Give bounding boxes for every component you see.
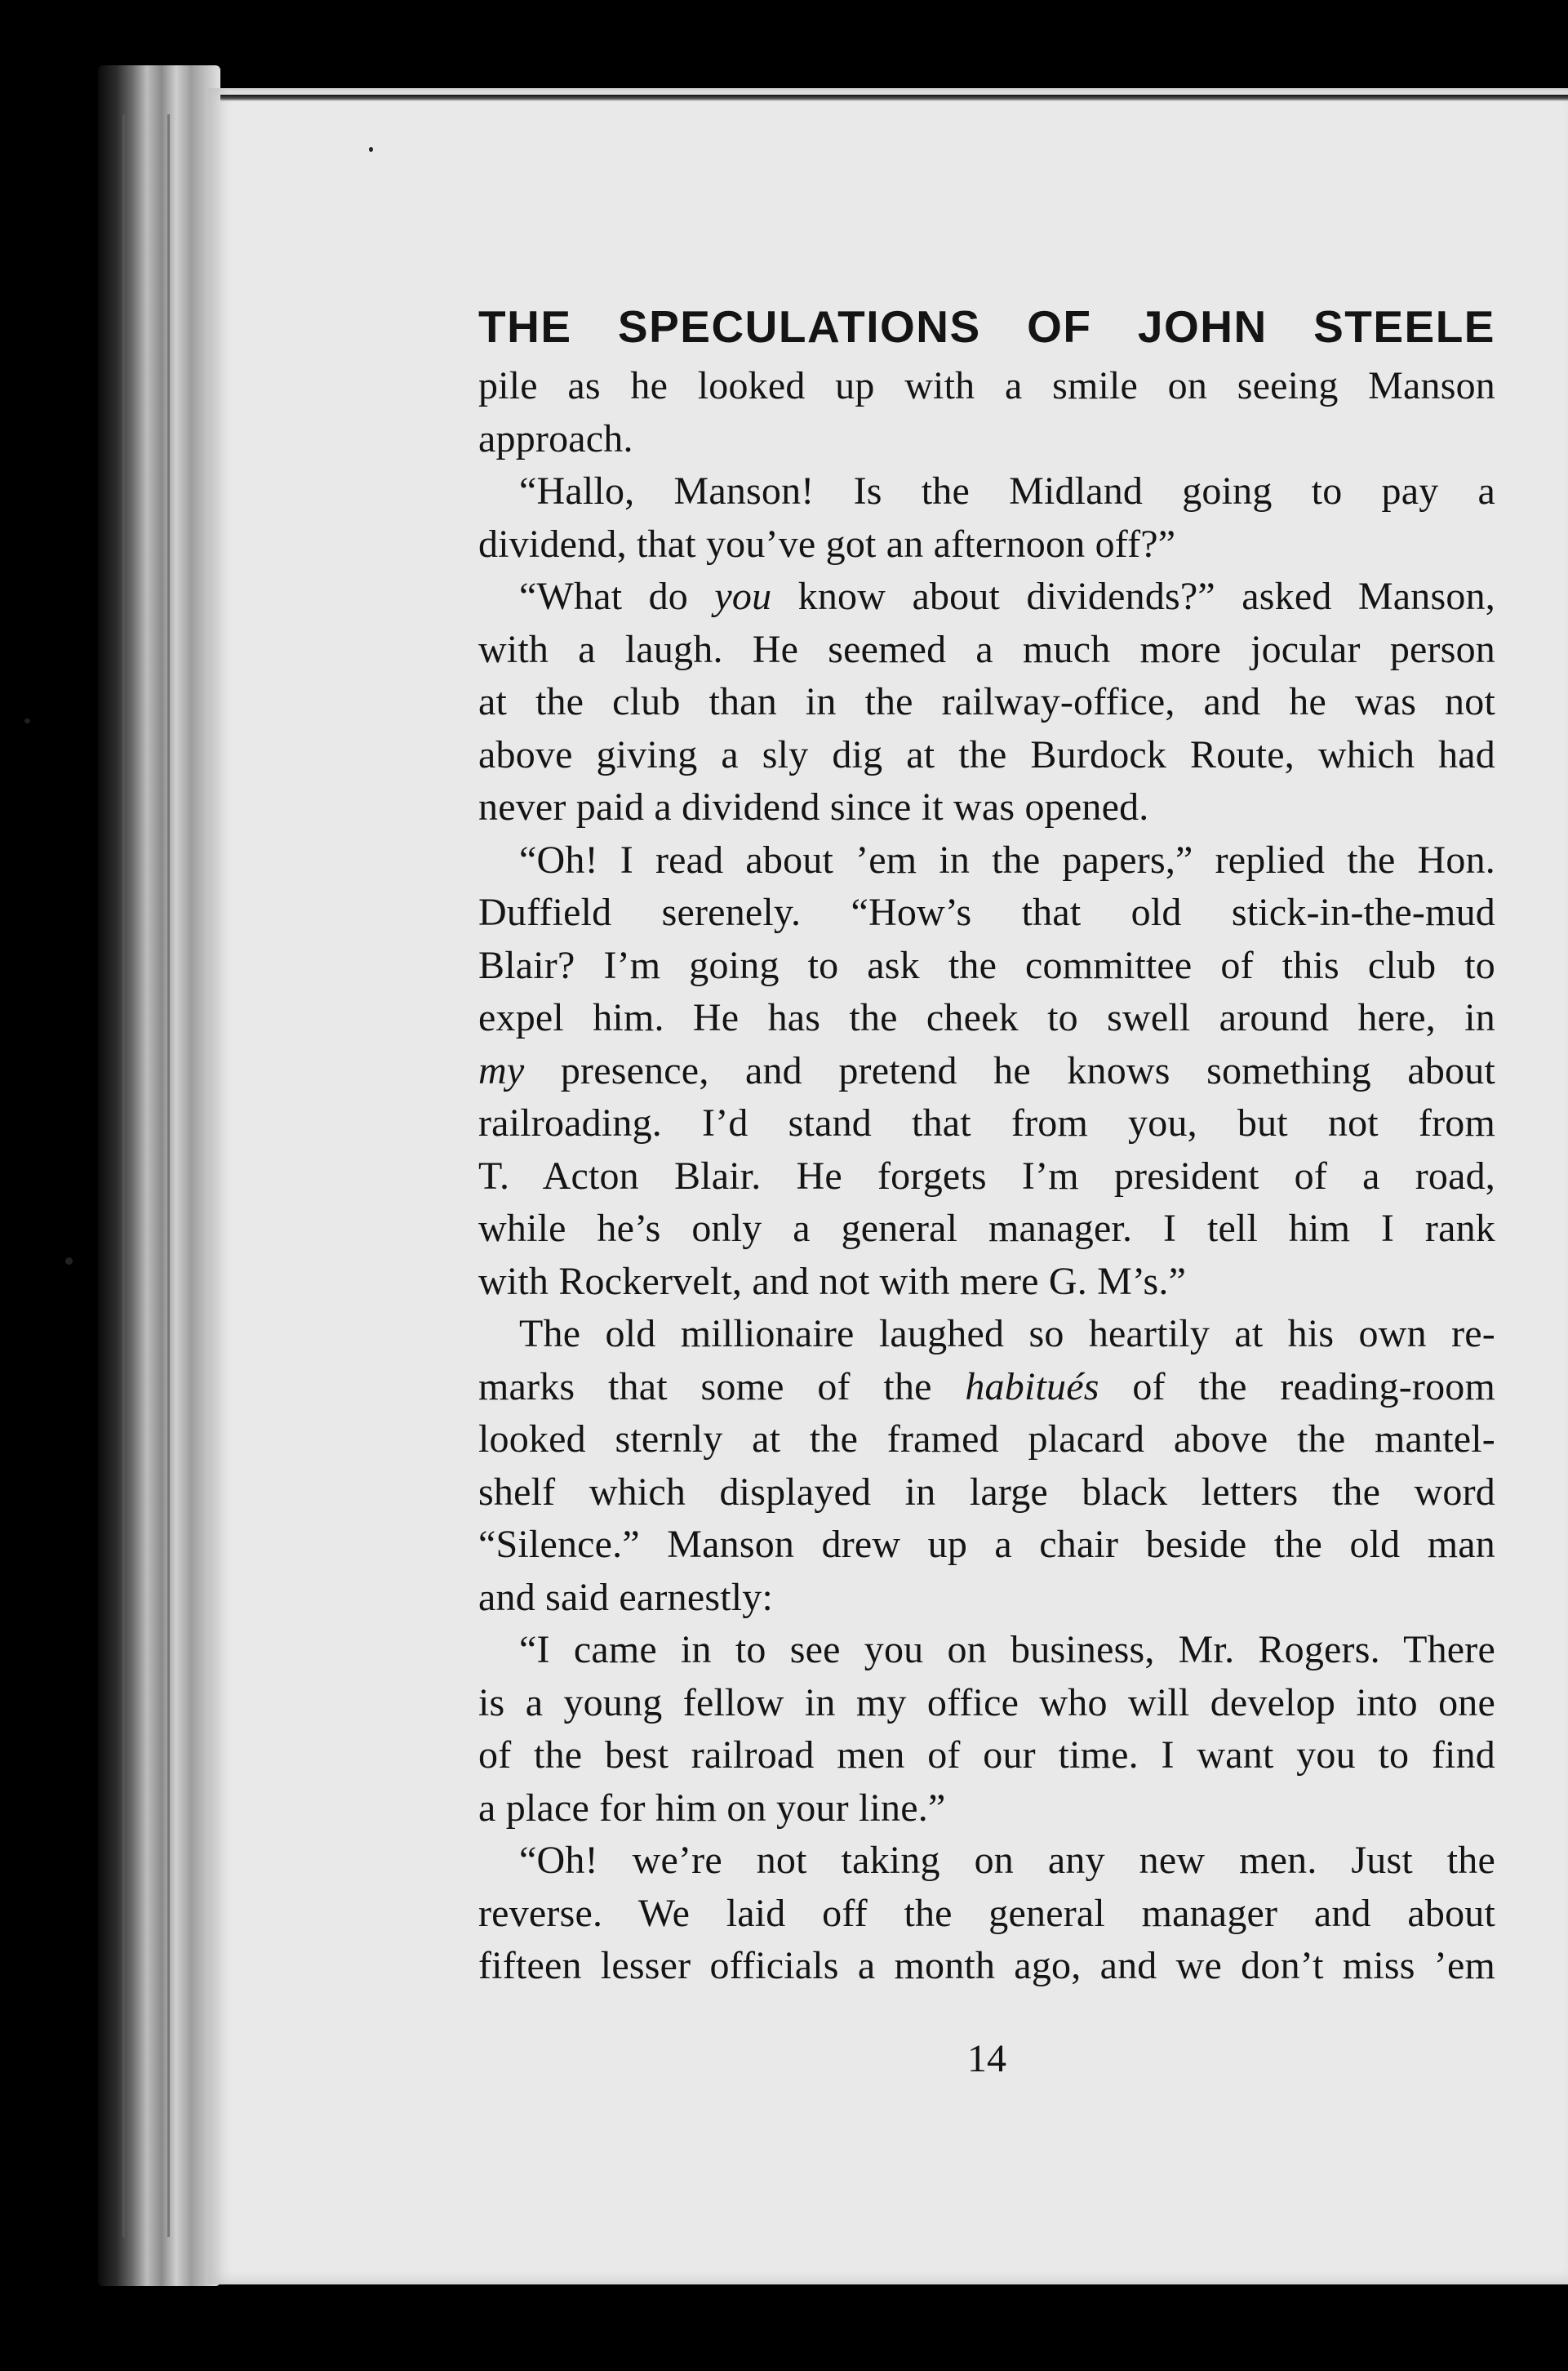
text-line: looked sternly at the framed placard above the mantel-: [478, 1417, 1495, 1461]
text-line: approach.: [478, 416, 633, 460]
scan-speck: [24, 718, 30, 723]
text-line: [478, 571, 1495, 624]
text-line: above giving a sly dig at the Burdock Route, which had: [478, 732, 1495, 776]
text-run: know about dividends?” asked Manson,: [771, 575, 1495, 618]
page-top-edge: [220, 95, 1568, 101]
text-line: The old millionaire laughed so heartily at his own re-: [519, 1312, 1495, 1355]
text-line: of the best railroad men of our time. I want you to find: [478, 1733, 1495, 1777]
italic-word: habitués: [965, 1364, 1099, 1408]
text-line: “Hallo, Manson! Is the Midland going to pay a: [519, 469, 1495, 513]
text-line: railroading. I’d stand that from you, but not from: [478, 1101, 1495, 1145]
text-line: “Oh! we’re not taking on any new men. Just the: [519, 1839, 1495, 1882]
text-line: dividend, that you’ve got an afternoon off?”: [478, 522, 1176, 566]
text-line: a place for him on your line.”: [478, 1786, 946, 1830]
scan-speck: [65, 1257, 73, 1265]
text-line: T. Acton Blair. He forgets I’m president of a road,: [478, 1154, 1495, 1198]
text-line: never paid a dividend since it was opened.: [478, 785, 1149, 829]
text-line: while he’s only a general manager. I tell him I rank: [478, 1207, 1495, 1250]
text-line: “Silence.” Manson drew up a chair beside the old man: [478, 1523, 1495, 1566]
text-line: “Oh! I read about ’em in the papers,” replied the Hon.: [519, 838, 1495, 882]
text-run: marks that some of the: [478, 1364, 966, 1408]
binding-edge-line: [122, 114, 125, 2237]
book-binding: [98, 65, 220, 2286]
text-line: is a young fellow in my office who will develop into one: [478, 1680, 1495, 1724]
text-line: shelf which displayed in large black letters the word: [478, 1470, 1495, 1514]
text-line: pile as he looked up with a smile on seeing Manson: [478, 364, 1495, 407]
running-head: THE SPECULATIONS OF JOHN STEELE: [478, 301, 1495, 352]
italic-word: my: [478, 1048, 525, 1092]
text-line: fifteen lesser officials a month ago, and we don’t miss ’em: [478, 1944, 1495, 1987]
text-line: with a laugh. He seemed a much more jocular person: [478, 627, 1495, 671]
text-run: of the reading-room: [1099, 1364, 1496, 1408]
text-line: at the club than in the railway-office, and he was not: [478, 680, 1495, 723]
body-text: [478, 360, 1495, 1993]
text-line: expel him. He has the cheek to swell around here, in: [478, 996, 1495, 1039]
text-line: Blair? I’m going to ask the committee of this club to: [478, 943, 1495, 987]
text-line: [478, 1361, 1495, 1414]
text-run: presence, and pretend he knows something about: [524, 1048, 1495, 1092]
scan-speck: [369, 147, 373, 152]
binding-edge-line: [167, 114, 170, 2237]
text-run: “What do: [519, 575, 715, 618]
text-line: with Rockervelt, and not with mere G. M’s.”: [478, 1259, 1187, 1303]
text-line: Duffield serenely. “How’s that old stick-in-the-mud: [478, 891, 1495, 934]
text-column: [478, 298, 1495, 1993]
text-line: [478, 1045, 1495, 1098]
text-line: “I came in to see you on business, Mr. Rogers. There: [519, 1628, 1495, 1671]
text-line: and said earnestly:: [478, 1575, 774, 1619]
italic-word: you: [714, 575, 772, 618]
text-line: reverse. We laid off the general manager and about: [478, 1891, 1495, 1935]
page-number: 14: [967, 2037, 1006, 2080]
